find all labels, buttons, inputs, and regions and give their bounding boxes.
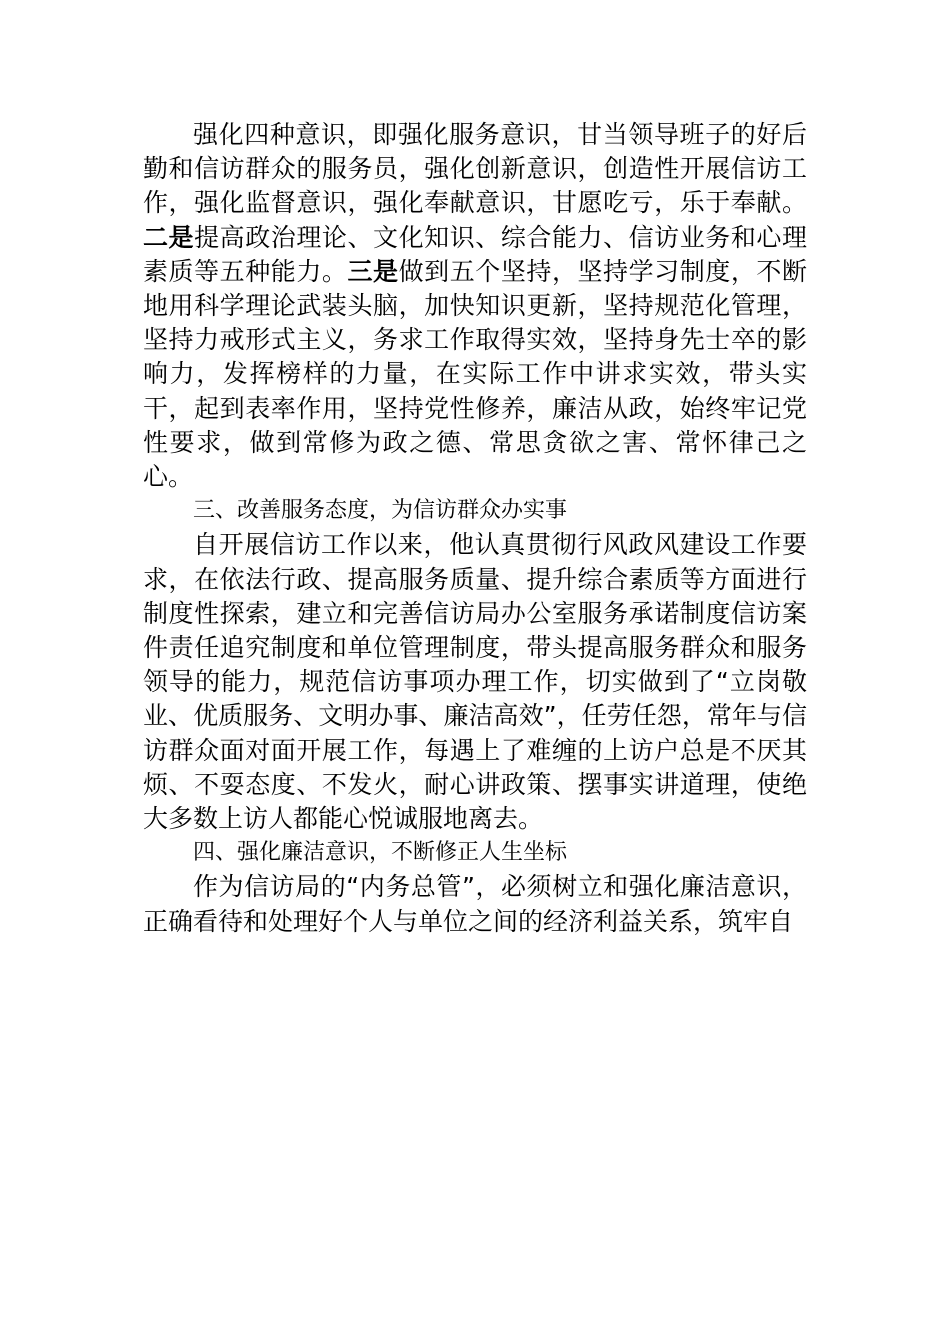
paragraph-text: 提高政治理论、文化知识、综合能力、信访业务和心理素质等五种能力。 <box>143 222 807 286</box>
bold-marker-second: 二是 <box>143 222 195 252</box>
paragraph-text: 强化四种意识，即强化服务意识，甘当领导班子的好后勤和信访群众的服务员，强化创新意识，创造性开展信访工作，强化监督意识，强化奉献意识，甘愿吃亏，乐于奉献。 <box>143 120 807 218</box>
paragraph-integrity: 作为信访局的“内务总管”，必须树立和强化廉洁意识，正确看待和处理好个人与单位之间的经济利益关系，筑牢自 <box>143 872 807 936</box>
document-body <box>143 118 807 939</box>
section-heading-4: 四、强化廉洁意识，不断修正人生坐标 <box>193 840 568 866</box>
bold-marker-third: 三是 <box>347 256 399 286</box>
paragraph-four-awareness <box>143 118 807 494</box>
paragraph-text: 做到五个坚持，坚持学习制度，不断地用科学理论武装头脑，加快知识更新，坚持规范化管理，坚持力戒形式主义，务求工作取得实效，坚持身先士卒的影响力，发挥榜样的力量，在实际工作中讲求实效，带头实干，起到表率作用，坚持党性修养，廉洁从政，始终牢记党性要求，做到常修为政之德、常思贪欲之害、常怀律己之心。 <box>143 256 807 492</box>
section-heading-3: 三、改善服务态度，为信访群众办实事 <box>193 498 568 524</box>
paragraph-service-attitude: 自开展信访工作以来，他认真贯彻行风政风建设工作要求，在依法行政、提高服务质量、提升综合素质等方面进行制度性探索，建立和完善信访局办公室服务承诺制度信访案件责任追究制度和单位管理制度，带头提高服务群众和服务领导的能力，规范信访事项办理工作，切实做到了“立岗敬业、优质服务、文明办事、廉洁高效”，任劳任怨，常年与信访群众面对面开展工作，每遇上了难缠的上访户总是不厌其烦、不耍态度、不发火，耐心讲政策、摆事实讲道理，使绝大多数上访人都能心悦诚服地离去。 <box>143 530 807 834</box>
